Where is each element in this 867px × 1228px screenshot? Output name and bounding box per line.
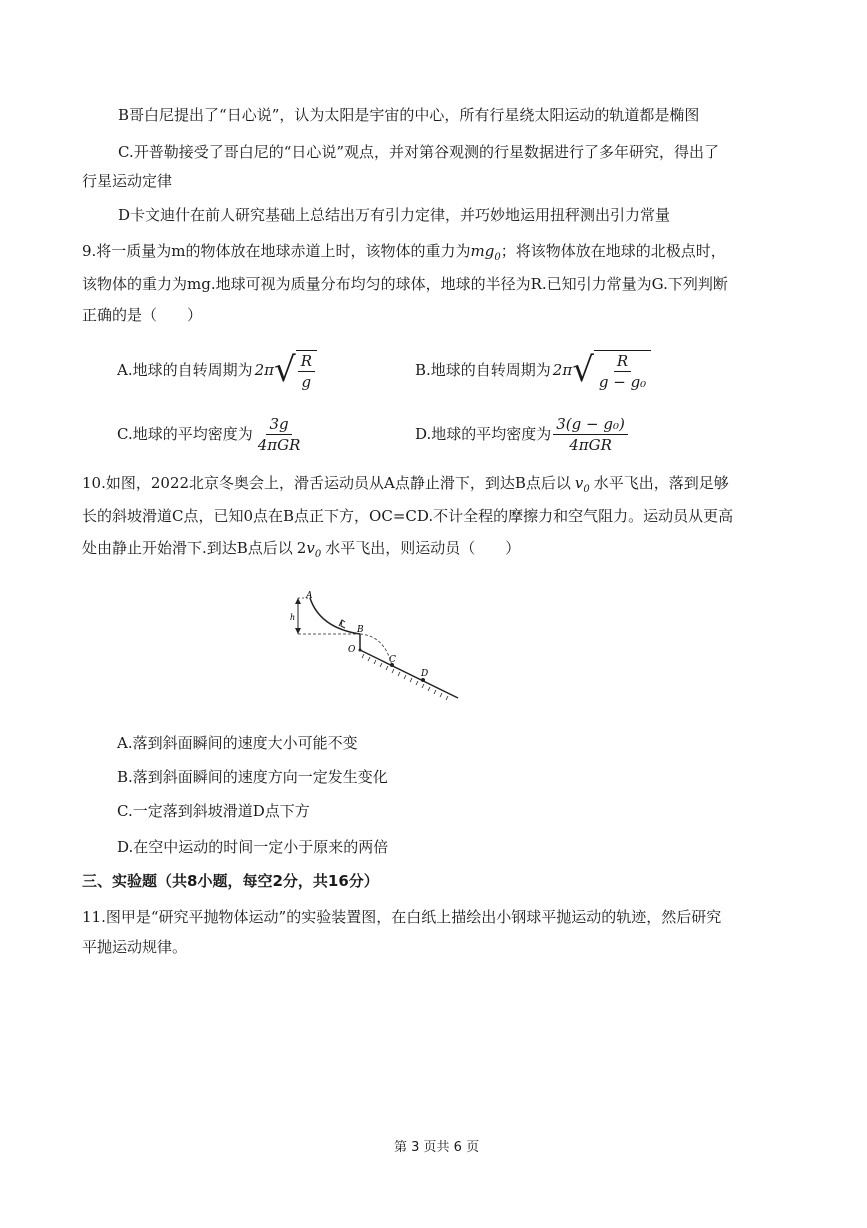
figure-label-a: A bbox=[306, 591, 313, 601]
question-9-line1 bbox=[82, 240, 726, 269]
question-9-text-a: 9.将一质量为m的物体放在地球赤道上时，该物体的重力为 bbox=[82, 242, 471, 260]
question-9-text-b: ；将该物体放在地球的北极点时， bbox=[500, 242, 726, 260]
q9-option-a bbox=[117, 346, 317, 394]
q9-option-d-fraction: $\frac{\text{3(g − g₀)}}{\text{4πGR}}$ bbox=[553, 414, 628, 455]
q10-option-a: A.落到斜面瞬间的速度大小可能不变 bbox=[117, 734, 358, 752]
option-d-prev: D卡文迪什在前人研究基础上总结出万有引力定律，并巧妙地运用扭秤测出引力常量 bbox=[118, 206, 671, 224]
question-9-line3: 正确的是（ ） bbox=[82, 306, 203, 324]
q9-option-a-sqrt: √ $\frac{R}{g}$ bbox=[274, 348, 317, 392]
question-10-line3 bbox=[82, 537, 520, 566]
ski-jump-figure bbox=[290, 588, 465, 706]
mg0-term: $mg_0$ bbox=[470, 242, 501, 263]
q9-option-b-coef: 2π bbox=[552, 361, 573, 379]
q9-option-a-coef: 2π bbox=[254, 361, 275, 379]
figure-label-o: O bbox=[348, 645, 356, 655]
q9-option-a-label: A.地球的自转周期为 bbox=[117, 361, 253, 379]
question-10-text-d: 水平飞出，则运动员（ ） bbox=[325, 539, 521, 557]
q9-option-c-fraction: $\frac{3g}{\text{4πGR}}$ bbox=[257, 414, 301, 454]
q9-option-b-label: B.地球的自转周期为 bbox=[415, 361, 551, 379]
option-c-prev-line1: C.开普勒接受了哥白尼的“日心说”观点，并对第谷观测的行星数据进行了多年研究，得出了 bbox=[118, 143, 720, 161]
question-9-line2: 该物体的重力为mg.地球可视为质量分布均匀的球体，地球的半径为R.已知引力常量为G.下列判断 bbox=[82, 275, 728, 293]
v0-term: $v_0$ bbox=[574, 474, 590, 495]
q10-option-c: C.一定落到斜坡滑道D点下方 bbox=[117, 802, 310, 820]
two-v0-term: $2v_0$ bbox=[296, 539, 322, 560]
question-10-text-a: 10.如图，2022北京冬奥会上，滑舌运动员从A点静止滑下，到达B点后以 bbox=[82, 474, 571, 492]
figure-label-c: C bbox=[389, 655, 396, 665]
question-11-line1: 11.图甲是“研究平抛物体运动”的实验装置图，在白纸上描绘出小钢球平抛运动的轨迹，然后研究 bbox=[82, 908, 722, 926]
figure-label-h: h bbox=[290, 613, 296, 622]
question-10-line1 bbox=[82, 472, 729, 501]
q9-option-b bbox=[415, 346, 651, 394]
option-c-prev-line2: 行星运动定律 bbox=[82, 172, 173, 190]
q9-option-d bbox=[415, 410, 630, 458]
question-11-line2: 平抛运动规律。 bbox=[82, 938, 188, 956]
q9-option-c bbox=[117, 410, 305, 458]
question-10-line2: 长的斜坡滑道C点，已知0点在B点正下方，OC=CD.不计全程的摩擦力和空气阻力。运动员从更高 bbox=[82, 507, 734, 525]
q10-option-d: D.在空中运动的时间一定小于原来的两倍 bbox=[117, 838, 389, 856]
figure-label-b: B bbox=[357, 625, 364, 635]
section-3-heading: 三、实验题（共8小题，每空2分，共16分） bbox=[82, 872, 379, 890]
page-footer: 第 3 页共 6 页 bbox=[394, 1140, 480, 1155]
option-b-prev: B哥白尼提出了“日心说”，认为太阳是宇宙的中心，所有行星绕太阳运动的轨道都是椭图 bbox=[118, 106, 700, 124]
q9-option-b-sqrt: √ $\frac{R}{\text{g − g₀}}$ bbox=[572, 348, 651, 392]
figure-label-d: D bbox=[421, 669, 429, 679]
question-10-text-c: 处由静止开始滑下.到达B点后以 bbox=[82, 539, 293, 557]
q10-option-b: B.落到斜面瞬间的速度方向一定发生变化 bbox=[117, 768, 388, 786]
q9-option-c-label: C.地球的平均密度为 bbox=[117, 425, 253, 443]
q9-option-d-label: D.地球的平均密度为 bbox=[415, 425, 552, 443]
question-10-text-b: 水平飞出，落到足够 bbox=[593, 474, 729, 492]
